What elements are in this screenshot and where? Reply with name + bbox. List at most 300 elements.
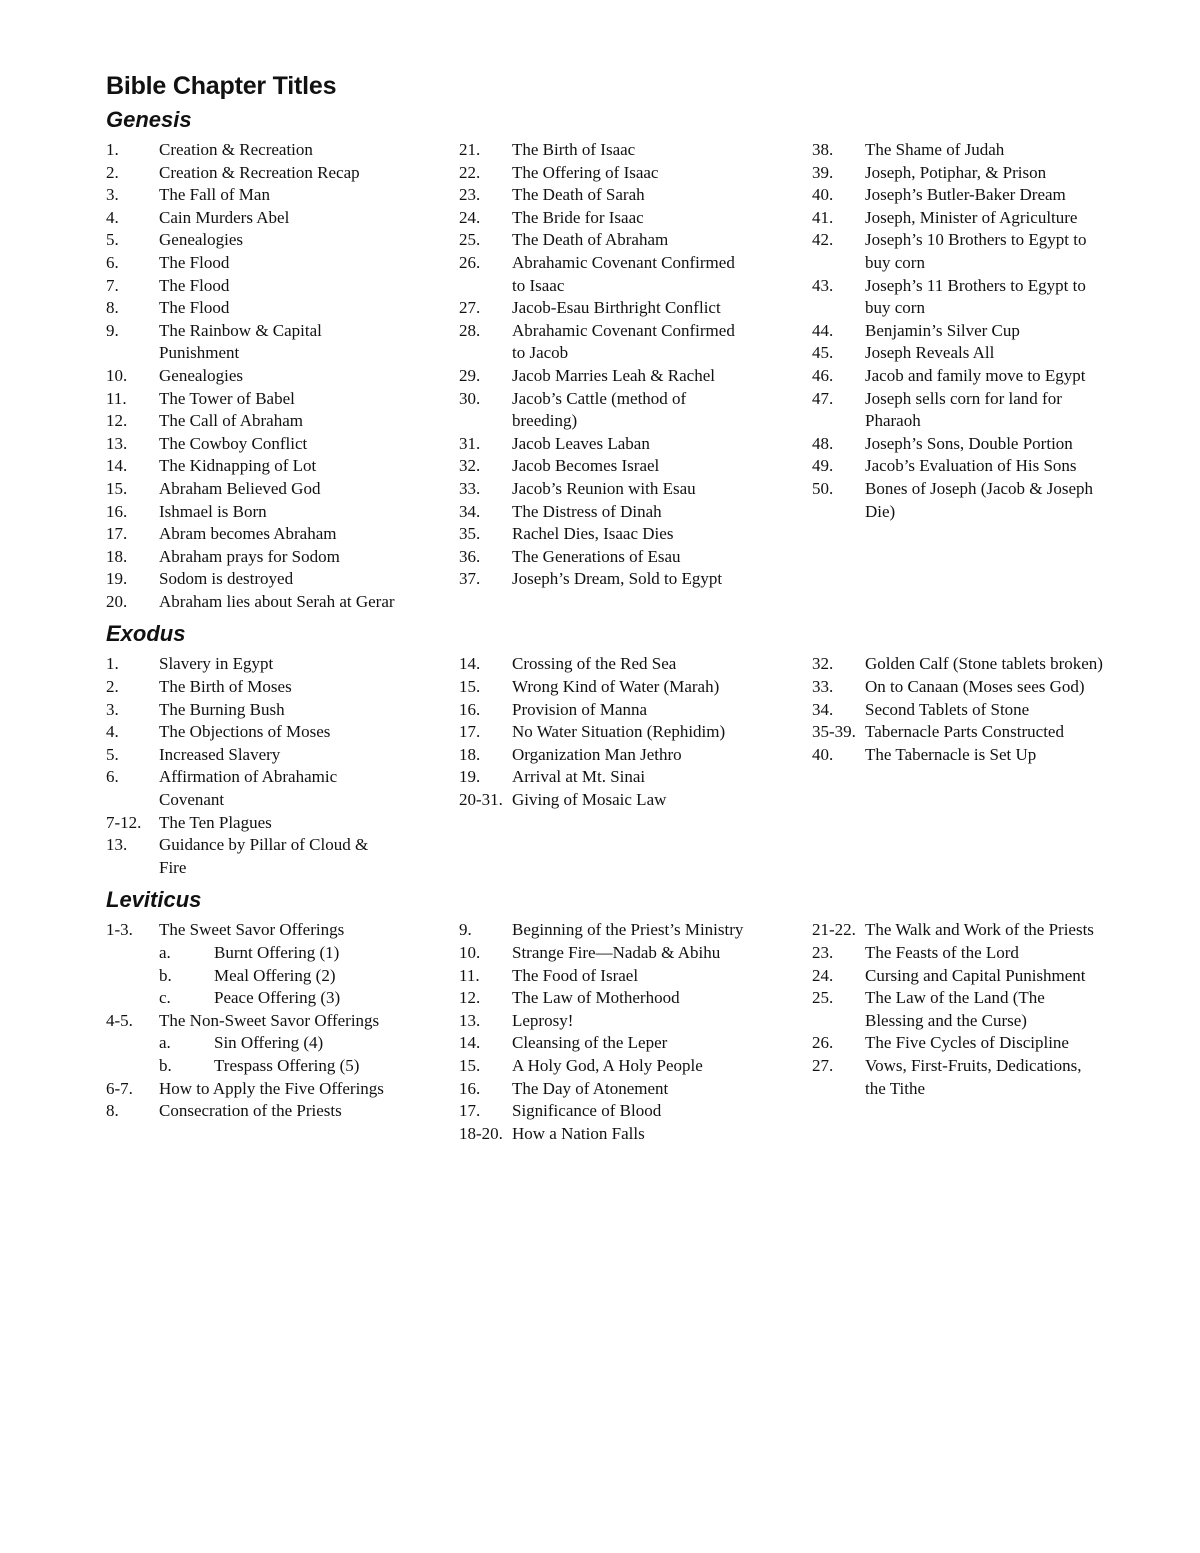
chapter-title: Jacob’s Cattle (method of breeding) bbox=[512, 388, 687, 431]
chapter-title: Jacob Marries Leah & Rachel bbox=[512, 365, 715, 385]
chapter-number: 13. bbox=[459, 1010, 481, 1030]
chapter-number: 50. bbox=[812, 478, 834, 498]
chapter-subitem bbox=[106, 942, 459, 965]
chapter-title: The Rainbow & Capital Punishment bbox=[159, 320, 322, 363]
chapter-number: 35. bbox=[459, 524, 481, 544]
chapter-item bbox=[459, 139, 812, 162]
chapter-number: 25. bbox=[459, 230, 481, 250]
chapter-title: The Objections of Moses bbox=[159, 722, 331, 742]
chapter-item bbox=[459, 721, 812, 744]
chapter-number: 34. bbox=[459, 501, 481, 521]
chapter-item bbox=[812, 744, 1112, 767]
chapter-item bbox=[459, 1100, 812, 1123]
chapter-number: 16. bbox=[459, 1078, 481, 1098]
chapter-title: Golden Calf (Stone tablets broken) bbox=[865, 654, 1103, 674]
chapter-title: The Distress of Dinah bbox=[512, 501, 662, 521]
chapter-number: 17. bbox=[106, 524, 128, 544]
chapter-title: The Food of Israel bbox=[512, 965, 639, 985]
chapter-number: 9. bbox=[106, 320, 119, 340]
chapter-number: 26. bbox=[812, 1033, 834, 1053]
chapter-number: 25. bbox=[812, 988, 834, 1008]
chapter-item bbox=[106, 834, 459, 879]
chapter-item bbox=[106, 699, 459, 722]
chapter-title: Jacob’s Evaluation of His Sons bbox=[865, 456, 1077, 476]
chapter-title: Jacob and family move to Egypt bbox=[865, 365, 1086, 385]
chapter-number: 13. bbox=[106, 835, 128, 855]
chapter-number: 20-31. bbox=[459, 790, 503, 810]
document-title: Bible Chapter Titles bbox=[106, 72, 337, 100]
chapter-number: 3. bbox=[106, 699, 119, 719]
chapter-number: 4. bbox=[106, 207, 119, 227]
chapter-item bbox=[459, 744, 812, 767]
chapter-number: 16. bbox=[459, 699, 481, 719]
chapter-number: 34. bbox=[812, 699, 834, 719]
book-heading: Leviticus bbox=[106, 887, 202, 913]
chapter-item bbox=[106, 139, 459, 162]
chapter-number: 16. bbox=[106, 501, 128, 521]
chapter-title: Benjamin’s Silver Cup bbox=[865, 320, 1020, 340]
chapter-number: 29. bbox=[459, 365, 481, 385]
chapter-item bbox=[812, 365, 1112, 388]
chapter-number: 15. bbox=[459, 677, 481, 697]
chapter-title: Meal Offering (2) bbox=[214, 965, 336, 985]
chapter-item bbox=[459, 965, 812, 988]
document-page bbox=[106, 72, 1106, 1153]
chapter-item bbox=[812, 139, 1112, 162]
chapter-title: Cursing and Capital Punishment bbox=[865, 965, 1086, 985]
chapter-title: The Feasts of the Lord bbox=[865, 943, 1019, 962]
chapter-number: 20. bbox=[106, 591, 128, 611]
chapter-column bbox=[106, 919, 459, 1145]
chapter-item bbox=[459, 365, 812, 388]
chapter-title: The Generations of Esau bbox=[512, 546, 681, 566]
chapter-title: Abram becomes Abraham bbox=[159, 524, 337, 544]
chapter-item bbox=[459, 1123, 812, 1146]
chapter-title: The Death of Abraham bbox=[512, 230, 669, 250]
chapter-item bbox=[459, 162, 812, 185]
chapter-title: On to Canaan (Moses sees God) bbox=[865, 677, 1085, 697]
chapter-item bbox=[106, 766, 459, 811]
chapter-number: 24. bbox=[459, 207, 481, 227]
chapter-item bbox=[459, 568, 812, 591]
chapter-title: Cleansing of the Leper bbox=[512, 1033, 668, 1053]
chapter-number: 27. bbox=[459, 298, 481, 318]
chapter-item bbox=[106, 591, 459, 614]
chapter-number: 8. bbox=[106, 1101, 119, 1121]
chapter-item bbox=[106, 455, 459, 478]
chapter-number: 18. bbox=[459, 744, 481, 764]
chapter-title: The Non-Sweet Savor Offerings bbox=[159, 1010, 380, 1030]
chapter-number: 4-5. bbox=[106, 1010, 133, 1030]
chapter-number: 19. bbox=[459, 767, 481, 787]
chapter-item bbox=[106, 388, 459, 411]
chapter-item bbox=[459, 919, 812, 942]
chapter-item bbox=[459, 388, 812, 433]
chapter-number: 17. bbox=[459, 722, 481, 742]
chapter-title: Cain Murders Abel bbox=[159, 207, 290, 227]
chapter-item bbox=[812, 1055, 1112, 1100]
chapter-item bbox=[106, 252, 459, 275]
chapter-item bbox=[106, 229, 459, 252]
chapter-column bbox=[459, 919, 812, 1145]
chapter-title: The Call of Abraham bbox=[159, 411, 303, 431]
chapter-item bbox=[812, 1032, 1112, 1055]
chapter-title: Ishmael is Born bbox=[159, 501, 267, 521]
chapter-title: Joseph’s 11 Brothers to Egypt to buy corn bbox=[865, 275, 1086, 318]
chapter-title: Wrong Kind of Water (Marah) bbox=[512, 677, 720, 697]
chapter-item bbox=[459, 1078, 812, 1101]
chapter-item bbox=[812, 184, 1112, 207]
chapter-number: 7. bbox=[106, 275, 119, 295]
chapter-title: Strange Fire—Nadab & Abihu bbox=[512, 943, 721, 962]
chapter-column bbox=[812, 139, 1112, 613]
chapter-title: Joseph’s 10 Brothers to Egypt to buy corn bbox=[865, 230, 1087, 272]
chapter-number: 33. bbox=[812, 677, 834, 697]
chapter-number: 41. bbox=[812, 207, 834, 227]
chapter-number: 38. bbox=[812, 140, 834, 159]
chapter-number: 45. bbox=[812, 343, 834, 363]
chapter-number: 3. bbox=[106, 185, 119, 205]
chapter-item bbox=[459, 455, 812, 478]
chapter-title: No Water Situation (Rephidim) bbox=[512, 722, 726, 742]
chapter-title: The Day of Atonement bbox=[512, 1078, 669, 1098]
chapter-item bbox=[812, 275, 1112, 320]
chapter-columns bbox=[106, 139, 1106, 613]
chapter-item bbox=[459, 766, 812, 789]
chapter-title: The Sweet Savor Offerings bbox=[159, 920, 345, 940]
chapter-title: Joseph’s Dream, Sold to Egypt bbox=[512, 569, 723, 589]
chapter-item bbox=[106, 433, 459, 456]
chapter-item bbox=[459, 789, 812, 812]
chapter-title: The Tower of Babel bbox=[159, 388, 295, 408]
chapter-title: Jacob Leaves Laban bbox=[512, 433, 650, 453]
chapter-number: 43. bbox=[812, 275, 834, 295]
chapter-title: The Law of Motherhood bbox=[512, 988, 680, 1008]
chapter-number: 44. bbox=[812, 320, 834, 340]
chapter-item bbox=[106, 546, 459, 569]
chapter-title: Joseph’s Sons, Double Portion bbox=[865, 433, 1073, 453]
chapter-title: The Flood bbox=[159, 252, 230, 272]
chapter-item bbox=[106, 744, 459, 767]
chapter-number: 14. bbox=[459, 654, 481, 674]
chapter-title: The Birth of Moses bbox=[159, 677, 292, 697]
chapter-number: 11. bbox=[459, 965, 480, 985]
chapter-title: Jacob Becomes Israel bbox=[512, 456, 660, 476]
chapter-item bbox=[106, 523, 459, 546]
chapter-number: 10. bbox=[106, 365, 128, 385]
chapter-item bbox=[459, 252, 812, 297]
chapter-title: Abrahamic Covenant Confirmed to Isaac bbox=[512, 252, 735, 295]
chapter-title: Sin Offering (4) bbox=[214, 1033, 324, 1053]
chapter-number: 40. bbox=[812, 744, 834, 764]
chapter-item bbox=[459, 653, 812, 676]
chapter-title: The Ten Plagues bbox=[159, 812, 272, 832]
chapter-number: 35-39. bbox=[812, 722, 856, 742]
chapter-item bbox=[459, 229, 812, 252]
chapter-number: 32. bbox=[459, 456, 481, 476]
chapter-title: Organization Man Jethro bbox=[512, 744, 682, 764]
chapter-number: 5. bbox=[106, 230, 119, 250]
chapter-item bbox=[106, 568, 459, 591]
chapter-number: 2. bbox=[106, 677, 119, 697]
chapter-number: 21-22. bbox=[812, 920, 856, 940]
book-section-exodus bbox=[106, 621, 1106, 879]
chapter-item bbox=[106, 1100, 459, 1123]
chapter-number: 15. bbox=[459, 1055, 481, 1075]
chapter-item bbox=[106, 184, 459, 207]
chapter-title: The Burning Bush bbox=[159, 699, 285, 719]
chapter-item bbox=[812, 433, 1112, 456]
chapter-number: 23. bbox=[459, 185, 481, 205]
chapter-title: Affirmation of Abrahamic Covenant bbox=[159, 767, 338, 810]
chapter-title: Jacob’s Reunion with Esau bbox=[512, 478, 696, 498]
chapter-item bbox=[459, 320, 812, 365]
chapter-title: Creation & Recreation Recap bbox=[159, 162, 360, 182]
chapter-number: 31. bbox=[459, 433, 481, 453]
chapter-item bbox=[812, 320, 1112, 343]
chapter-item bbox=[459, 478, 812, 501]
chapter-item bbox=[106, 162, 459, 185]
chapter-title: The Five Cycles of Discipline bbox=[865, 1033, 1069, 1053]
chapter-title: Abraham Believed God bbox=[159, 478, 321, 498]
chapter-number: 9. bbox=[459, 920, 472, 940]
chapter-item bbox=[812, 653, 1112, 676]
chapter-subitem bbox=[106, 965, 459, 988]
chapter-number: 40. bbox=[812, 185, 834, 205]
chapter-column bbox=[812, 919, 1112, 1145]
chapter-item bbox=[459, 1032, 812, 1055]
chapter-number: 4. bbox=[106, 722, 119, 742]
chapter-title: The Walk and Work of the Priests bbox=[865, 920, 1094, 940]
chapter-number: 42. bbox=[812, 230, 834, 250]
chapter-number: 6-7. bbox=[106, 1078, 133, 1098]
chapter-number: 1. bbox=[106, 140, 119, 159]
chapter-item bbox=[812, 455, 1112, 478]
chapter-subitem bbox=[106, 1055, 459, 1078]
chapter-title: Peace Offering (3) bbox=[214, 988, 341, 1008]
chapter-number: 10. bbox=[459, 943, 481, 962]
chapter-title: Sodom is destroyed bbox=[159, 569, 294, 589]
chapter-title: Leprosy! bbox=[512, 1010, 574, 1030]
chapter-item bbox=[459, 942, 812, 965]
book-heading: Genesis bbox=[106, 107, 192, 132]
chapter-title: How to Apply the Five Offerings bbox=[159, 1078, 384, 1098]
chapter-columns bbox=[106, 919, 1106, 1145]
chapter-title: Provision of Manna bbox=[512, 699, 648, 719]
chapter-item bbox=[812, 229, 1112, 274]
chapter-number: 47. bbox=[812, 388, 834, 408]
chapter-title: Increased Slavery bbox=[159, 744, 281, 764]
chapter-number: 6. bbox=[106, 767, 119, 787]
chapter-number: 28. bbox=[459, 320, 481, 340]
chapter-title: Joseph’s Butler-Baker Dream bbox=[865, 185, 1066, 205]
chapter-number: 37. bbox=[459, 569, 481, 589]
chapter-number: b. bbox=[159, 965, 172, 985]
chapter-item bbox=[459, 1055, 812, 1078]
chapter-number: 17. bbox=[459, 1101, 481, 1121]
chapter-number: 33. bbox=[459, 478, 481, 498]
chapter-title: The Flood bbox=[159, 298, 230, 318]
chapter-number: 11. bbox=[106, 388, 127, 408]
chapter-item bbox=[459, 433, 812, 456]
chapter-title: Guidance by Pillar of Cloud & Fire bbox=[159, 835, 369, 877]
chapter-item bbox=[106, 501, 459, 524]
chapter-item bbox=[106, 365, 459, 388]
chapter-title: Giving of Mosaic Law bbox=[512, 790, 667, 810]
chapter-title: Arrival at Mt. Sinai bbox=[512, 767, 646, 787]
chapter-item bbox=[106, 297, 459, 320]
chapter-item bbox=[812, 919, 1112, 942]
chapter-number: 19. bbox=[106, 569, 128, 589]
chapter-title: The Tabernacle is Set Up bbox=[865, 744, 1037, 764]
chapter-item bbox=[459, 501, 812, 524]
chapter-title: Vows, First-Fruits, Dedications, the Tithe bbox=[865, 1055, 1082, 1098]
chapter-title: Crossing of the Red Sea bbox=[512, 654, 677, 674]
chapter-item bbox=[106, 478, 459, 501]
chapter-column bbox=[106, 139, 459, 613]
chapter-item bbox=[812, 676, 1112, 699]
chapter-item bbox=[812, 162, 1112, 185]
chapter-title: Abrahamic Covenant Confirmed to Jacob bbox=[512, 320, 735, 363]
book-heading: Exodus bbox=[106, 621, 186, 647]
chapter-title: The Bride for Isaac bbox=[512, 207, 644, 227]
books-container bbox=[106, 107, 1106, 1145]
chapter-number: 13. bbox=[106, 433, 128, 453]
chapter-number: 49. bbox=[812, 456, 834, 476]
chapter-item bbox=[812, 942, 1112, 965]
chapter-number: 15. bbox=[106, 478, 128, 498]
chapter-column bbox=[459, 139, 812, 613]
book-section-genesis bbox=[106, 107, 1106, 613]
chapter-number: 1-3. bbox=[106, 920, 133, 940]
chapter-item bbox=[106, 676, 459, 699]
chapter-title: Jacob-Esau Birthright Conflict bbox=[512, 298, 721, 318]
chapter-item bbox=[812, 342, 1112, 365]
chapter-number: c. bbox=[159, 988, 171, 1008]
chapter-number: 2. bbox=[106, 162, 119, 182]
chapter-title: The Flood bbox=[159, 275, 230, 295]
chapter-number: 1. bbox=[106, 654, 119, 674]
chapter-title: The Birth of Isaac bbox=[512, 140, 636, 159]
chapter-number: 30. bbox=[459, 388, 481, 408]
chapter-number: 6. bbox=[106, 252, 119, 272]
chapter-item bbox=[812, 721, 1112, 744]
chapter-title: A Holy God, A Holy People bbox=[512, 1055, 703, 1075]
chapter-number: 18. bbox=[106, 546, 128, 566]
chapter-item bbox=[106, 812, 459, 835]
chapter-number: 24. bbox=[812, 965, 834, 985]
chapter-title: Bones of Joseph (Jacob & Joseph Die) bbox=[865, 478, 1094, 521]
chapter-number: 21. bbox=[459, 140, 481, 159]
chapter-item bbox=[106, 653, 459, 676]
chapter-item bbox=[106, 919, 459, 942]
chapter-number: 12. bbox=[459, 988, 481, 1008]
chapter-number: 32. bbox=[812, 654, 834, 674]
chapter-item bbox=[459, 184, 812, 207]
chapter-number: 27. bbox=[812, 1055, 834, 1075]
chapter-title: Abraham lies about Serah at Gerar bbox=[159, 591, 395, 611]
chapter-item bbox=[459, 987, 812, 1010]
chapter-item bbox=[459, 676, 812, 699]
chapter-title: Genealogies bbox=[159, 365, 244, 385]
chapter-number: 8. bbox=[106, 298, 119, 318]
chapter-title: How a Nation Falls bbox=[512, 1123, 645, 1143]
chapter-title: The Law of the Land (The Blessing and the Curse) bbox=[865, 988, 1045, 1030]
chapter-item bbox=[106, 275, 459, 298]
chapter-item bbox=[459, 699, 812, 722]
book-section-leviticus bbox=[106, 887, 1106, 1145]
chapter-item bbox=[459, 523, 812, 546]
chapter-item bbox=[106, 1078, 459, 1101]
chapter-item bbox=[459, 297, 812, 320]
chapter-item bbox=[106, 1010, 459, 1033]
chapter-title: Second Tablets of Stone bbox=[865, 699, 1030, 719]
chapter-item bbox=[106, 207, 459, 230]
chapter-number: 12. bbox=[106, 411, 128, 431]
chapter-number: b. bbox=[159, 1055, 172, 1075]
chapter-title: Significance of Blood bbox=[512, 1101, 662, 1121]
chapter-title: Rachel Dies, Isaac Dies bbox=[512, 524, 674, 544]
chapter-column bbox=[106, 653, 459, 879]
chapter-column bbox=[812, 653, 1112, 879]
chapter-number: 46. bbox=[812, 365, 834, 385]
chapter-title: The Kidnapping of Lot bbox=[159, 456, 317, 476]
chapter-title: Trespass Offering (5) bbox=[214, 1055, 360, 1075]
chapter-item bbox=[459, 546, 812, 569]
chapter-title: Slavery in Egypt bbox=[159, 654, 274, 674]
chapter-title: Joseph, Potiphar, & Prison bbox=[865, 162, 1047, 182]
chapter-number: 7-12. bbox=[106, 812, 142, 832]
chapter-item bbox=[106, 410, 459, 433]
chapter-column bbox=[459, 653, 812, 879]
chapter-item bbox=[812, 699, 1112, 722]
chapter-number: a. bbox=[159, 1033, 171, 1053]
chapter-number: 14. bbox=[106, 456, 128, 476]
chapter-number: 48. bbox=[812, 433, 834, 453]
chapter-title: The Offering of Isaac bbox=[512, 162, 659, 182]
chapter-title: Abraham prays for Sodom bbox=[159, 546, 340, 566]
chapter-number: 14. bbox=[459, 1033, 481, 1053]
chapter-number: 26. bbox=[459, 252, 481, 272]
chapter-title: The Cowboy Conflict bbox=[159, 433, 308, 453]
chapter-title: The Fall of Man bbox=[159, 185, 270, 205]
chapter-item bbox=[106, 721, 459, 744]
chapter-title: Genealogies bbox=[159, 230, 244, 250]
chapter-title: Joseph sells corn for land for Pharaoh bbox=[865, 388, 1062, 431]
chapter-title: Tabernacle Parts Constructed bbox=[865, 722, 1064, 742]
chapter-title: Joseph, Minister of Agriculture bbox=[865, 207, 1078, 227]
chapter-number: 18-20. bbox=[459, 1123, 503, 1143]
chapter-title: The Death of Sarah bbox=[512, 185, 645, 205]
chapter-title: Creation & Recreation bbox=[159, 140, 313, 159]
chapter-item bbox=[812, 478, 1112, 523]
chapter-number: 39. bbox=[812, 162, 834, 182]
chapter-number: 23. bbox=[812, 943, 834, 962]
chapter-item bbox=[459, 207, 812, 230]
chapter-item bbox=[812, 207, 1112, 230]
chapter-title: Consecration of the Priests bbox=[159, 1101, 342, 1121]
chapter-title: Burnt Offering (1) bbox=[214, 943, 340, 962]
chapter-subitem bbox=[106, 987, 459, 1010]
chapter-title: Joseph Reveals All bbox=[865, 343, 995, 363]
chapter-number: 36. bbox=[459, 546, 481, 566]
chapter-subitem bbox=[106, 1032, 459, 1055]
chapter-item bbox=[812, 987, 1112, 1032]
chapter-number: 5. bbox=[106, 744, 119, 764]
chapter-number: a. bbox=[159, 943, 171, 962]
chapter-item bbox=[812, 965, 1112, 988]
chapter-title: Beginning of the Priest’s Ministry bbox=[512, 920, 744, 940]
